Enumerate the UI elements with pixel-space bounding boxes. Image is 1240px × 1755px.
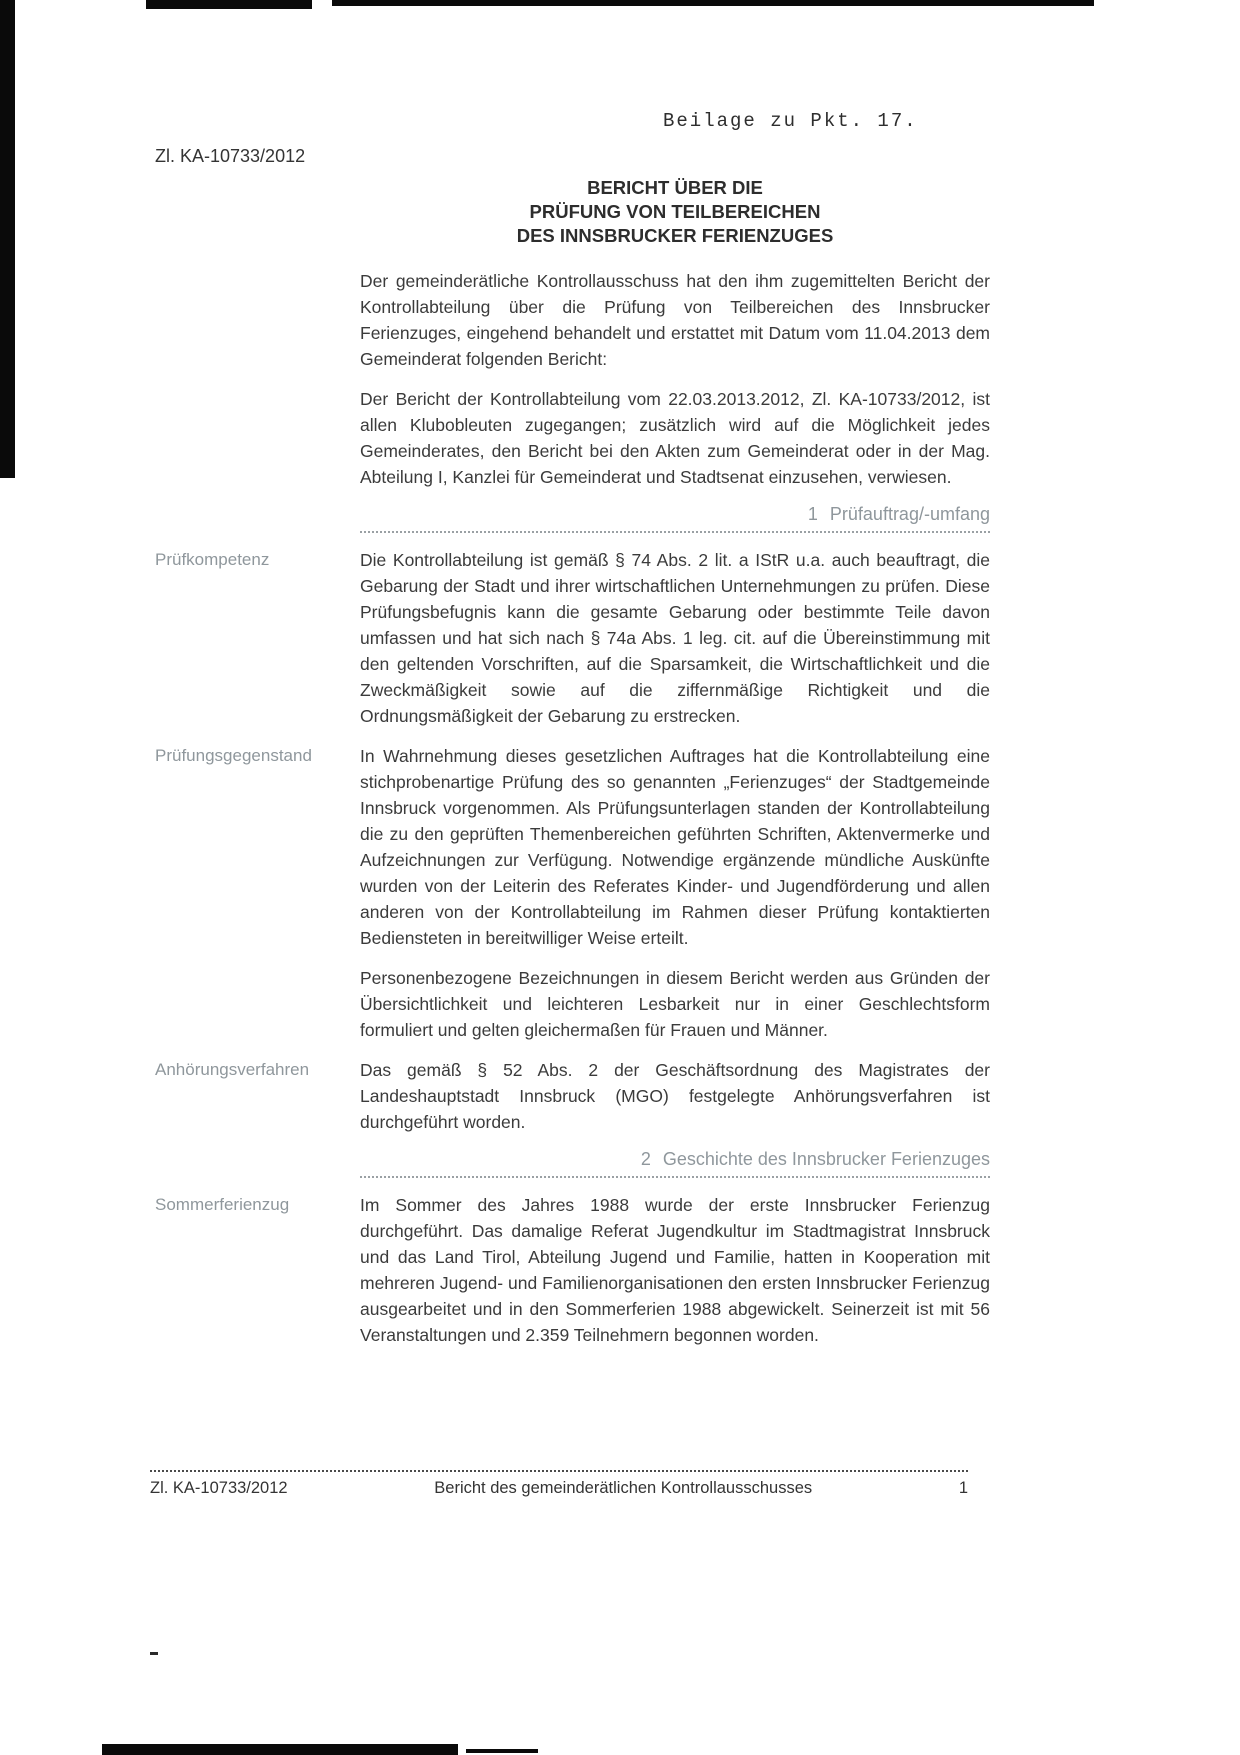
main-text-column xyxy=(155,176,990,1348)
scan-artifact-left-bar xyxy=(0,0,15,478)
margin-label-anhoerungsverfahren: Anhörungsverfahren xyxy=(155,1060,310,1079)
section-1-heading xyxy=(360,502,990,533)
footer-dotted-rule xyxy=(150,1470,968,1472)
scan-artifact-top-rule-1 xyxy=(146,0,312,9)
margin-label-sommerferienzug: Sommerferienzug xyxy=(155,1195,290,1214)
footer-row xyxy=(150,1479,968,1498)
scan-artifact-bottom-rule-2 xyxy=(466,1749,538,1753)
block-anhoerungsverfahren xyxy=(155,1057,990,1135)
body-paragraph: Im Sommer des Jahres 1988 wurde der erste Innsbrucker Ferienzug durchgeführt. Das damalige Referat Jugendkultur im Stadtmagistrat Innsbruck und das Land Tirol, Abteilung Jugend und Familie, hatten in Kooperation mit mehreren Jugend- und Familienorganisationen den ersten Innsbrucker Ferienzug ausgearbeitet und in den Sommerferien 1988 abgewickelt. Seinerzeit ist mit 56 Veranstaltungen und 2.359 Teilnehmern begonnen worden. xyxy=(360,1195,990,1345)
document-title-line-2: PRÜFUNG VON TEILBEREICHEN xyxy=(529,201,821,222)
body-paragraph: Das gemäß § 52 Abs. 2 der Geschäftsordnung des Magistrates der Landeshauptstadt Innsbruck (MGO) festgelegte Anhörungsverfahren ist durchgeführt worden. xyxy=(360,1060,990,1132)
document-title-line-3: DES INNSBRUCKER FERIENZUGES xyxy=(516,225,834,246)
intro-paragraph-1: Der gemeinderätliche Kontrollausschuss hat den ihm zugemittelten Bericht der Kontrollabteilung über die Prüfung von Teilbereichen des Innsbrucker Ferienzuges, eingehend behandelt und erstattet mit Datum vom 11.04.2013 dem Gemeinderat folgenden Bericht: xyxy=(360,271,990,369)
attachment-note: Beilage zu Pkt. 17. xyxy=(663,110,918,132)
scan-artifact-bottom-rule-1 xyxy=(102,1744,458,1755)
margin-label-pruefungsgegenstand: Prüfungsgegenstand xyxy=(155,746,312,765)
section-1-number: 1 xyxy=(807,504,818,524)
footer-page-number: 1 xyxy=(958,1479,968,1497)
block-personenbezogene-hinweis xyxy=(360,965,990,1043)
block-pruefungsgegenstand xyxy=(155,743,990,951)
document-title-line-1: BERICHT ÜBER DIE xyxy=(587,177,763,198)
block-pruefkompetenz xyxy=(155,547,990,729)
body-paragraph: Die Kontrollabteilung ist gemäß § 74 Abs. 2 lit. a IStR u.a. auch beauftragt, die Gebarung der Stadt und ihrer wirtschaftlichen Unternehmungen zu prüfen. Diese Prüfungsbefugnis kann die gesamte Gebarung oder bestimmte Teile davon umfassen und hat sich nach § 74a Abs. 1 leg. cit. auf die Übereinstimmung mit den geltenden Vorschriften, auf die Sparsamkeit, die Wirtschaftlichkeit und die Zweckmäßigkeit sowie auf die ziffernmäßige Richtigkeit und die Ordnungsmäßigkeit der Gebarung zu erstrecken. xyxy=(360,550,990,726)
footer-file-number: Zl. KA-10733/2012 xyxy=(150,1479,288,1497)
section-2-heading xyxy=(360,1147,990,1178)
section-2-title: Geschichte des Innsbrucker Ferienzuges xyxy=(662,1149,990,1169)
body-paragraph: Personenbezogene Bezeichnungen in diesem Bericht werden aus Gründen der Übersichtlichkeit und leichteren Lesbarkeit nur in einer Geschlechtsform formuliert und gelten gleichermaßen für Frauen und Männer. xyxy=(360,968,990,1040)
section-1-title: Prüfauftrag/-umfang xyxy=(829,504,990,524)
scan-artifact-small-dash xyxy=(150,1652,158,1655)
margin-label-pruefkompetenz: Prüfkompetenz xyxy=(155,550,270,569)
file-number: Zl. KA-10733/2012 xyxy=(155,146,306,166)
intro-paragraph-2: Der Bericht der Kontrollabteilung vom 22.03.2013.2012, Zl. KA-10733/2012, ist allen Klubobleuten zugegangen; zusätzlich wird auf die Möglichkeit jedes Gemeinderates, den Bericht bei den Akten zum Gemeinderat oder in der Mag. Abteilung I, Kanzlei für Gemeinderat und Stadtsenat einzusehen, verwiesen. xyxy=(360,389,990,487)
body-paragraph: In Wahrnehmung dieses gesetzlichen Auftrages hat die Kontrollabteilung eine stichprobenartige Prüfung des so genannten „Ferienzuges“ der Stadtgemeinde Innsbruck vorgenommen. Als Prüfungsunterlagen standen der Kontrollabteilung die zu den geprüften Themenbereichen geführten Schriften, Aktenvermerke und Aufzeichnungen zur Verfügung. Notwendige ergänzende mündliche Auskünfte wurden von der Leiterin des Referates Kinder- und Jugendförderung und allen anderen von der Kontrollabteilung im Rahmen dieser Prüfung kontaktierten Bediensteten in bereitwilliger Weise erteilt. xyxy=(360,746,990,948)
footer-report-title: Bericht des gemeinderätlichen Kontrollausschusses xyxy=(434,1479,813,1497)
section-2-number: 2 xyxy=(640,1149,651,1169)
block-sommerferienzug xyxy=(155,1192,990,1348)
page-footer xyxy=(150,1470,968,1498)
scan-artifact-top-rule-2 xyxy=(332,0,1094,6)
document-title xyxy=(360,176,990,248)
